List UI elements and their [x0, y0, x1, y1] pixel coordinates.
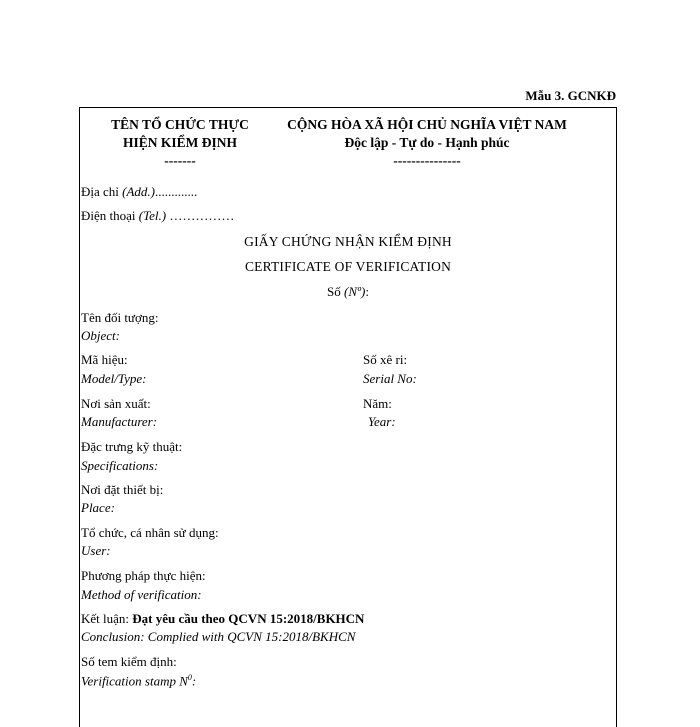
- manufacturer-label-en: Manufacturer:: [81, 414, 158, 429]
- phone-label: Điện thoại: [81, 208, 136, 223]
- conclusion-value: Đạt yêu cầu theo QCVN 15:2018/BKHCN: [132, 611, 365, 626]
- title-vietnamese: GIẤY CHỨNG NHẬN KIỂM ĐỊNH: [244, 234, 452, 249]
- nation-dashes: ---------------: [393, 153, 461, 168]
- user-label-en: User:: [81, 543, 111, 558]
- phone-dots: ……………: [169, 208, 235, 223]
- phone-row: [81, 209, 234, 222]
- stamp-label: Số tem kiểm định:: [81, 654, 177, 669]
- method-label-en: Method of verification:: [81, 587, 202, 602]
- nation-name: CỘNG HÒA XÃ HỘI CHỦ NGHĨA VIỆT NAM: [287, 117, 567, 132]
- object-label: Tên đối tượng:: [81, 310, 159, 325]
- stamp-superscript: 0: [187, 673, 192, 682]
- form-code: Mẫu 3. GCNKĐ: [525, 88, 616, 103]
- certificate-number: [327, 285, 369, 298]
- user-label: Tổ chức, cá nhân sử dụng:: [81, 525, 219, 540]
- method-label: Phương pháp thực hiện:: [81, 568, 206, 583]
- org-name-line1: TÊN TỔ CHỨC THỰC: [111, 117, 249, 132]
- number-label: Số: [327, 284, 341, 299]
- specifications-label-en: Specifications:: [81, 458, 159, 473]
- model-label-en: Model/Type:: [81, 371, 147, 386]
- model-label: Mã hiệu:: [81, 352, 128, 367]
- place-label-en: Place:: [81, 500, 115, 515]
- year-label-en: Year:: [368, 414, 396, 429]
- serial-label-en: Serial No:: [363, 371, 417, 386]
- year-label: Năm:: [363, 396, 392, 411]
- stamp-label-en-row: [81, 674, 196, 687]
- stamp-colon: :: [191, 673, 197, 689]
- number-label-en: (Nº): [343, 284, 366, 299]
- phone-label-en: (Tel.): [138, 208, 167, 223]
- conclusion-row: [81, 612, 364, 625]
- address-row: [81, 185, 197, 198]
- serial-label: Số xê ri:: [363, 352, 408, 367]
- stamp-label-en: Verification stamp N: [81, 673, 188, 689]
- nation-motto: Độc lập - Tự do - Hạnh phúc: [344, 135, 510, 150]
- manufacturer-label: Nơi sản xuất:: [81, 396, 151, 411]
- conclusion-en: Conclusion: Complied with QCVN 15:2018/BKHCN: [81, 629, 356, 644]
- org-dashes: -------: [164, 153, 196, 168]
- org-name-line2: HIỆN KIỂM ĐỊNH: [122, 135, 238, 150]
- address-label: Địa chỉ: [81, 184, 119, 199]
- place-label: Nơi đặt thiết bị:: [81, 482, 164, 497]
- address-label-en: (Add.): [122, 184, 156, 199]
- number-colon: :: [365, 284, 369, 299]
- object-label-en: Object:: [81, 328, 120, 343]
- specifications-label: Đặc trưng kỹ thuật:: [81, 439, 183, 454]
- title-english: CERTIFICATE OF VERIFICATION: [244, 259, 452, 274]
- address-dots: .............: [155, 184, 198, 199]
- conclusion-label: Kết luận:: [81, 611, 133, 626]
